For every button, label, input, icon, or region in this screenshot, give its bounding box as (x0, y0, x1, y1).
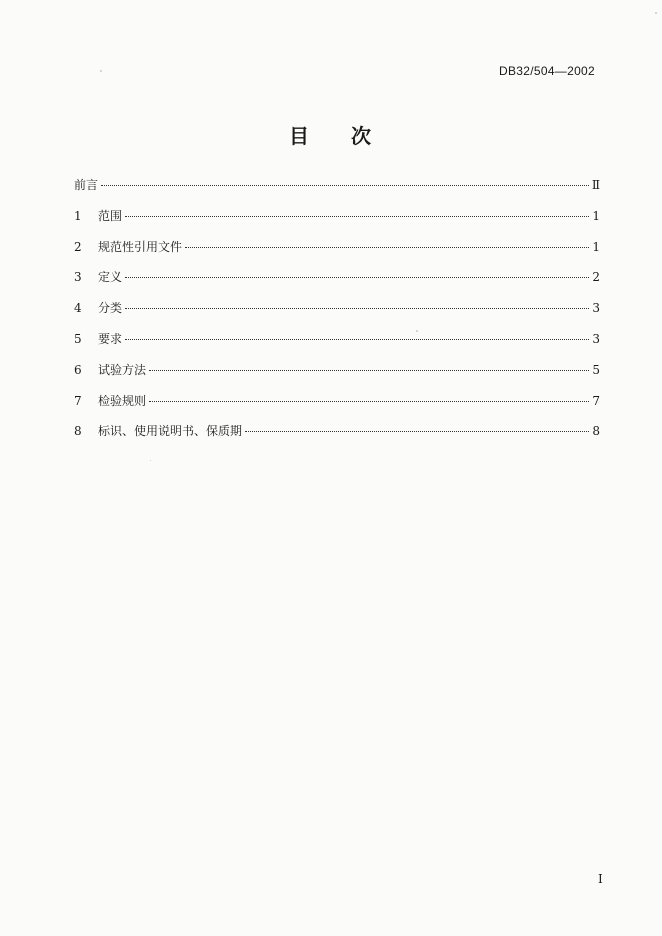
toc-entry-number: 3 (74, 270, 82, 285)
dot-leader (185, 246, 589, 248)
scan-speck (100, 70, 102, 72)
toc-entry-label: 检验规则 (98, 393, 147, 408)
toc-entry-4[interactable] (74, 299, 600, 330)
toc-entry-number: 6 (74, 362, 82, 377)
toc-entry-page: 3 (592, 331, 600, 346)
toc-entry-3[interactable] (74, 268, 600, 299)
dot-leader (245, 430, 589, 432)
page-title (0, 120, 662, 149)
toc-entry-label: 定义 (98, 270, 123, 285)
dot-leader (149, 400, 589, 402)
dot-leader (125, 307, 589, 309)
toc-entry-number: 8 (74, 424, 82, 439)
page-number: I (598, 872, 603, 886)
scan-speck (416, 330, 418, 332)
toc-entry-page: 2 (592, 270, 600, 285)
toc-entry-label: 要求 (98, 331, 123, 346)
toc-entry-page: 5 (592, 362, 600, 377)
toc-entry-8[interactable] (74, 422, 600, 453)
toc-entry-7[interactable] (74, 392, 600, 423)
toc-entry-number: 5 (74, 331, 82, 346)
toc-entry-number: 2 (74, 239, 82, 254)
toc-entry-page: 1 (592, 239, 600, 254)
toc-entry-1[interactable] (74, 207, 600, 238)
dot-leader (101, 184, 589, 186)
dot-leader (125, 338, 589, 340)
toc-entry-number: 1 (74, 208, 82, 223)
toc-entry-6[interactable] (74, 361, 600, 392)
toc-entry-5[interactable] (74, 330, 600, 361)
toc-entry-number: 4 (74, 301, 82, 316)
toc-entry-page: 7 (592, 393, 600, 408)
dot-leader (125, 276, 589, 278)
dot-leader (149, 369, 589, 371)
toc-entry-number: 7 (74, 393, 82, 408)
toc-entry-label: 标识、使用说明书、保质期 (98, 424, 243, 439)
table-of-contents (74, 176, 600, 453)
toc-entry-label: 范围 (98, 208, 123, 223)
toc-entry-2[interactable] (74, 238, 600, 269)
title-char-2: 次 (351, 124, 373, 148)
toc-entry-page: 3 (592, 301, 600, 316)
toc-entry-label: 规范性引用文件 (98, 239, 183, 254)
toc-entry-label: 前言 (74, 178, 99, 192)
toc-entry-foreword[interactable] (74, 176, 600, 207)
dot-leader (125, 215, 589, 217)
scan-speck (655, 12, 657, 14)
toc-entry-label: 试验方法 (98, 362, 147, 377)
toc-entry-page: 1 (592, 208, 600, 223)
title-char-1: 目 (289, 124, 311, 148)
toc-entry-page: 8 (592, 424, 600, 439)
document-code: DB32/504—2002 (499, 64, 595, 78)
scan-speck (150, 460, 151, 461)
toc-entry-page: Ⅱ (591, 178, 600, 192)
toc-entry-label: 分类 (98, 301, 123, 316)
